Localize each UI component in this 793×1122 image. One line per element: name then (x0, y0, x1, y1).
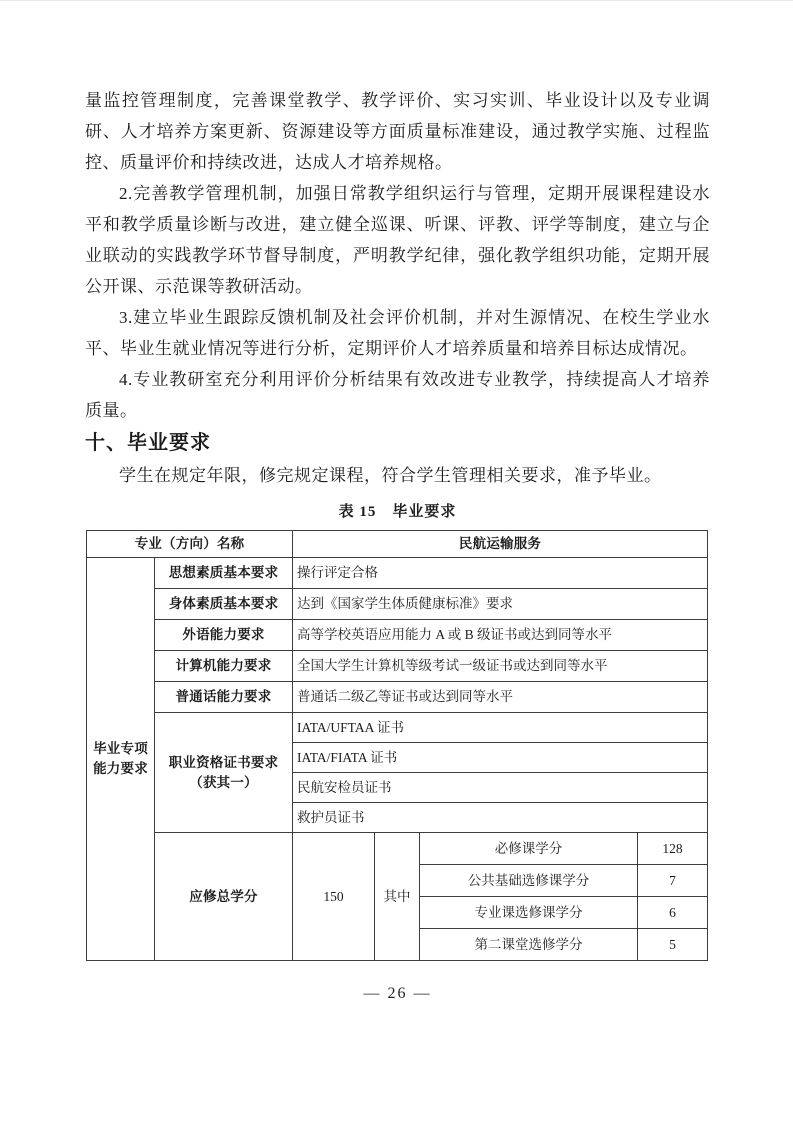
credits-total-cell: 150 (293, 833, 375, 961)
requirement-value-cell: 普通话二级乙等证书或达到同等水平 (293, 682, 708, 713)
table-caption: 表 15 毕业要求 (338, 504, 457, 520)
paragraph-continuation: 量监控管理制度，完善课堂教学、教学评价、实习实训、毕业设计以及专业调研、人才培养方案更新、资源建设等方面质量标准建设，通过教学实施、过程监控、质量评价和持续改进，达成人才培养规格。 (85, 91, 710, 172)
table-row (87, 833, 708, 865)
graduation-statement: 学生在规定年限，修完规定课程，符合学生管理相关要求，准予毕业。 (119, 466, 662, 485)
paragraph-item-4: 4.专业教研室充分利用评价分析结果有效改进专业教学，持续提高人才培养质量。 (85, 370, 710, 420)
header-major-value-cell: 民航运输服务 (293, 531, 708, 558)
requirement-value-cell: 达到《国家学生体质健康标准》要求 (293, 589, 708, 620)
credits-label-cell: 应修总学分 (155, 833, 293, 961)
table-row (87, 620, 708, 651)
requirement-label-cell: 身体素质基本要求 (155, 589, 293, 620)
table-row (87, 589, 708, 620)
requirement-value-cell: 高等学校英语应用能力 A 或 B 级证书或达到同等水平 (293, 620, 708, 651)
credit-item-value-cell: 6 (638, 897, 708, 929)
credit-item-value-cell: 5 (638, 929, 708, 961)
credit-item-label-cell: 第二课堂选修学分 (420, 929, 638, 961)
graduation-requirements-table (86, 530, 708, 961)
header-major-name-cell: 专业（方向）名称 (87, 531, 293, 558)
certificate-item-cell: IATA/UFTAA 证书 (293, 713, 708, 743)
requirement-label-cell: 计算机能力要求 (155, 651, 293, 682)
certificate-group-label-cell: 职业资格证书要求（获其一） (155, 713, 293, 833)
paragraph-item-3: 3.建立毕业生跟踪反馈机制及社会评价机制，并对生源情况、在校生学业水平、毕业生就业情况等进行分析，定期评价人才培养质量和培养目标达成情况。 (85, 308, 710, 358)
requirement-value-cell: 全国大学生计算机等级考试一级证书或达到同等水平 (293, 651, 708, 682)
credit-item-label-cell: 专业课选修课学分 (420, 897, 638, 929)
certificate-item-cell: IATA/FIATA 证书 (293, 743, 708, 773)
table-row (87, 682, 708, 713)
paragraph-item-2: 2.完善教学管理机制，加强日常教学组织运行与管理，定期开展课程建设水平和教学质量诊断与改进，建立健全巡课、听课、评教、评学等制度，建立与企业联动的实践教学环节督导制度，严明教学纪律，强化教学组织功能，定期开展公开课、示范课等教研活动。 (85, 184, 710, 296)
section-heading: 十、毕业要求 (85, 432, 211, 454)
requirement-label-cell: 思想素质基本要求 (155, 558, 293, 589)
page-number: — 26 — (363, 985, 432, 1002)
requirement-label-cell: 外语能力要求 (155, 620, 293, 651)
credit-item-label-cell: 公共基础选修课学分 (420, 865, 638, 897)
table-header-row (87, 531, 708, 558)
certificate-item-cell: 民航安检员证书 (293, 773, 708, 803)
table-row (87, 558, 708, 589)
table-row (87, 713, 708, 743)
row-group-label-cell: 毕业专项能力要求 (87, 558, 155, 961)
requirement-value-cell: 操行评定合格 (293, 558, 708, 589)
credit-item-value-cell: 128 (638, 833, 708, 865)
credit-item-label-cell: 必修课学分 (420, 833, 638, 865)
credit-item-value-cell: 7 (638, 865, 708, 897)
credits-among-cell: 其中 (375, 833, 420, 961)
page-content (0, 1, 793, 1003)
certificate-item-cell: 救护员证书 (293, 803, 708, 833)
requirement-label-cell: 普通话能力要求 (155, 682, 293, 713)
table-row (87, 651, 708, 682)
